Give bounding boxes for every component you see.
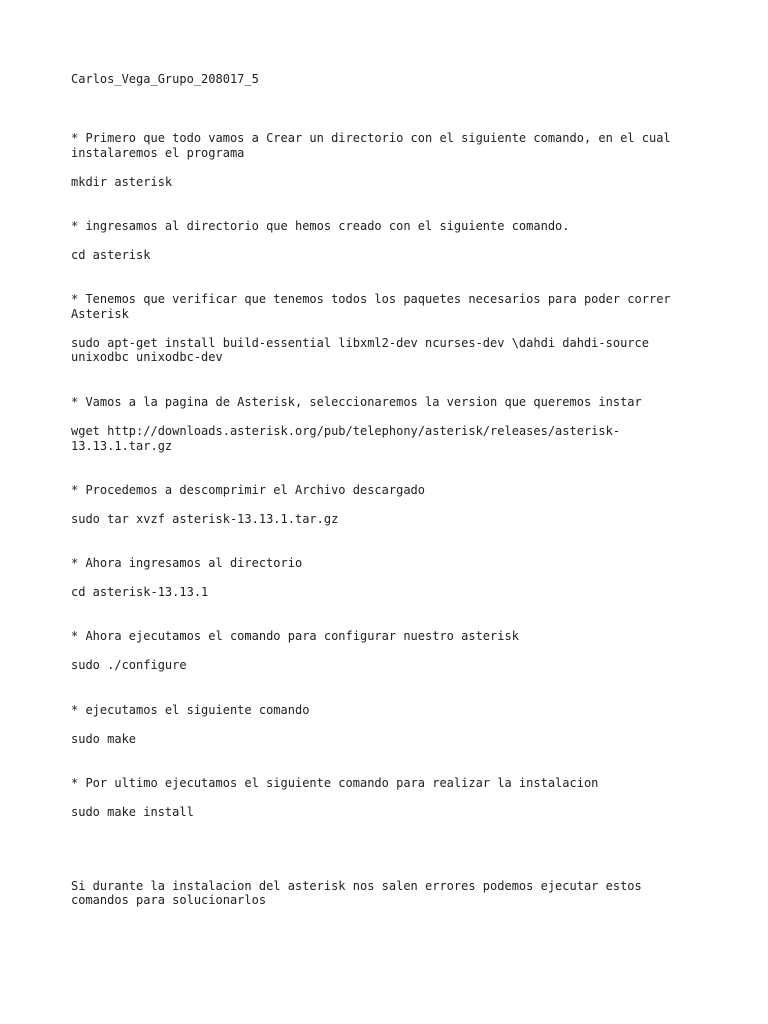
instruction-line: instalaremos el programa xyxy=(71,146,245,160)
instruction-line: * Vamos a la pagina de Asterisk, seleccionaremos la version que queremos instar xyxy=(71,395,642,409)
document-title: Carlos_Vega_Grupo_208017_5 xyxy=(71,72,259,86)
instruction-line: * Tenemos que verificar que tenemos todos los paquetes necesarios para poder correr xyxy=(71,292,671,306)
command-line: sudo apt-get install build-essential libxml2-dev ncurses-dev \dahdi dahdi-source xyxy=(71,336,649,350)
command-line: cd asterisk-13.13.1 xyxy=(71,585,209,599)
instruction-line: * Por ultimo ejecutamos el siguiente comando para realizar la instalacion xyxy=(71,776,599,790)
command-line: sudo ./configure xyxy=(71,658,187,672)
instruction-line: * Ahora ejecutamos el comando para configurar nuestro asterisk xyxy=(71,629,519,643)
instruction-line: * ingresamos al directorio que hemos creado con el siguiente comando. xyxy=(71,219,570,233)
command-line: sudo tar xvzf asterisk-13.13.1.tar.gz xyxy=(71,512,339,526)
instruction-line: * Ahora ingresamos al directorio xyxy=(71,556,303,570)
command-line: 13.13.1.tar.gz xyxy=(71,439,173,453)
command-line: sudo make xyxy=(71,732,137,746)
instruction-line: * Procedemos a descomprimir el Archivo descargado xyxy=(71,483,426,497)
command-line: wget http://downloads.asterisk.org/pub/telephony/asterisk/releases/asterisk- xyxy=(71,424,621,438)
instruction-line: * Primero que todo vamos a Crear un directorio con el siguiente comando, en el cual xyxy=(71,131,671,145)
instruction-line: Asterisk xyxy=(71,307,129,321)
command-line: sudo make install xyxy=(71,805,194,819)
command-line: mkdir asterisk xyxy=(71,175,173,189)
closing-line: Si durante la instalacion del asterisk nos salen errores podemos ejecutar estos xyxy=(71,879,642,893)
command-line: cd asterisk xyxy=(71,248,151,262)
closing-line: comandos para solucionarlos xyxy=(71,893,267,907)
command-line: unixodbc unixodbc-dev xyxy=(71,350,223,364)
instruction-line: * ejecutamos el siguiente comando xyxy=(71,703,310,717)
